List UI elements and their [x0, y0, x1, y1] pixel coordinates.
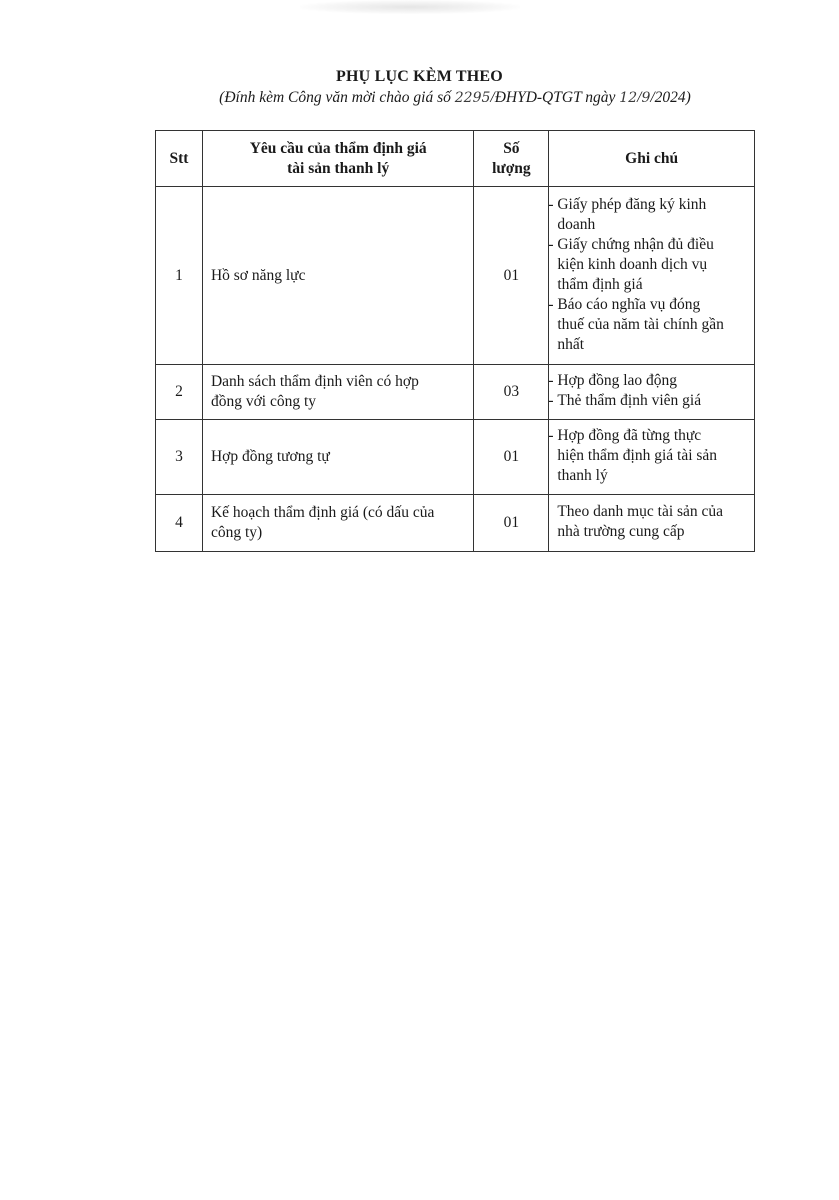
note-item: - Báo cáo nghĩa vụ đóng — [549, 295, 750, 315]
scan-artifact — [300, 0, 520, 14]
table-row — [156, 365, 755, 420]
requirement-line: Danh sách thẩm định viên có hợp — [210, 373, 419, 390]
subtitle-prefix: (Đính kèm Công văn mời chào giá số — [219, 89, 455, 106]
header-requirement-line2: tài sản thanh lý — [287, 159, 390, 177]
header-note: Ghi chú — [549, 131, 755, 187]
header-requirement — [202, 131, 473, 187]
document-title: PHỤ LỤC KÈM THEO — [336, 68, 503, 85]
note-item: - Giấy chứng nhận đủ điều — [549, 235, 750, 255]
note-item: Theo danh mục tài sản của — [557, 503, 724, 520]
header-quantity-line2: lượng — [492, 159, 531, 177]
handwritten-day: 12 — [619, 90, 638, 106]
note-item: thuế của năm tài chính gần — [557, 315, 724, 333]
row-notes — [549, 187, 755, 365]
row-requirement — [202, 187, 473, 365]
row-stt: 3 — [156, 420, 203, 495]
table-row — [156, 187, 755, 365]
requirement-line: Hợp đồng tương tự — [210, 448, 330, 465]
subtitle-suffix: /2024) — [650, 89, 691, 106]
header-quantity — [474, 131, 549, 187]
note-item: nhất — [557, 335, 585, 353]
handwritten-month: 9 — [641, 90, 651, 106]
row-quantity: 01 — [474, 495, 549, 552]
row-notes — [549, 420, 755, 495]
row-stt: 1 — [156, 187, 203, 365]
note-item: hiện thẩm định giá tài sản — [557, 447, 718, 464]
requirement-line: Kế hoạch thẩm định giá (có dấu của — [210, 504, 435, 521]
row-quantity: 01 — [474, 187, 549, 365]
subtitle-middle: /ĐHYD-QTGT ngày — [490, 89, 620, 106]
row-requirement — [202, 420, 473, 495]
requirement-line: công ty) — [210, 524, 263, 541]
note-item: nhà trường cung cấp — [557, 523, 685, 540]
note-item: thanh lý — [557, 467, 608, 484]
header-stt: Stt — [156, 131, 203, 187]
requirement-line: đồng với công ty — [210, 393, 317, 410]
subtitle-sep: / — [637, 89, 642, 106]
row-notes — [549, 365, 755, 420]
requirement-line: Hồ sơ năng lực — [210, 266, 306, 284]
note-item: doanh — [557, 215, 596, 233]
row-stt: 4 — [156, 495, 203, 552]
document-subtitle — [0, 89, 839, 107]
note-item: - Hợp đồng lao động — [549, 371, 750, 391]
note-item: - Hợp đồng đã từng thực — [549, 426, 750, 446]
row-requirement — [202, 495, 473, 552]
header-requirement-line1: Yêu cầu của thẩm định giá — [249, 139, 427, 157]
row-stt: 2 — [156, 365, 203, 420]
handwritten-document-number: 2295 — [454, 90, 491, 106]
row-notes — [549, 495, 755, 552]
note-item: kiện kinh doanh dịch vụ — [557, 255, 708, 273]
row-quantity: 01 — [474, 420, 549, 495]
note-item: thẩm định giá — [557, 275, 643, 293]
table-row — [156, 495, 755, 552]
header-quantity-line1: Số — [503, 139, 520, 157]
table-header-row — [156, 131, 755, 187]
appendix-table — [155, 130, 755, 552]
row-quantity: 03 — [474, 365, 549, 420]
table-row — [156, 420, 755, 495]
note-item: - Giấy phép đăng ký kinh — [549, 195, 750, 215]
note-item: - Thẻ thẩm định viên giá — [549, 391, 750, 411]
row-requirement — [202, 365, 473, 420]
